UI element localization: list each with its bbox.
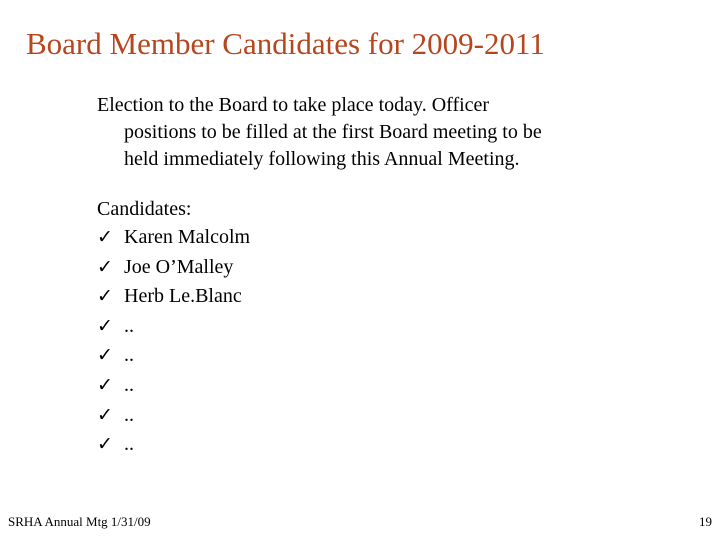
- candidates-heading: Candidates:: [97, 198, 192, 220]
- check-icon: ✓: [97, 256, 113, 278]
- footer-caption: SRHA Annual Mtg 1/31/09: [8, 514, 151, 529]
- check-icon: ✓: [97, 286, 113, 308]
- candidate-name: ..: [124, 314, 134, 337]
- candidate-name: ..: [124, 344, 134, 367]
- candidate-item: [97, 341, 250, 371]
- candidate-item: [97, 371, 250, 401]
- intro-line: positions to be filled at the first Board meeting to be: [124, 121, 542, 143]
- candidate-name: ..: [124, 403, 134, 426]
- candidate-item: [97, 253, 250, 283]
- check-icon: ✓: [97, 227, 113, 248]
- candidate-item: [97, 312, 250, 342]
- intro-line: held immediately following this Annual Meeting.: [124, 148, 520, 170]
- candidate-list: [97, 223, 250, 460]
- check-icon: ✓: [97, 374, 113, 396]
- candidate-name: ..: [124, 373, 134, 396]
- candidate-name: Joe O’Malley: [124, 255, 234, 278]
- intro-paragraph: [97, 92, 657, 173]
- slide-title: Board Member Candidates for 2009-2011: [26, 26, 545, 61]
- candidate-item: [97, 401, 250, 431]
- check-icon: ✓: [97, 404, 113, 426]
- intro-line: Election to the Board to take place today. Officer: [97, 94, 490, 116]
- page-number: 19: [699, 514, 712, 529]
- check-icon: ✓: [97, 345, 113, 367]
- candidate-item: [97, 282, 250, 312]
- candidate-name: ..: [124, 433, 134, 456]
- check-icon: ✓: [97, 434, 113, 456]
- candidate-item: [97, 430, 250, 460]
- check-icon: ✓: [97, 315, 113, 337]
- candidate-item: [97, 223, 250, 253]
- candidate-name: Karen Malcolm: [124, 226, 251, 248]
- candidate-name: Herb Le.Blanc: [124, 285, 242, 308]
